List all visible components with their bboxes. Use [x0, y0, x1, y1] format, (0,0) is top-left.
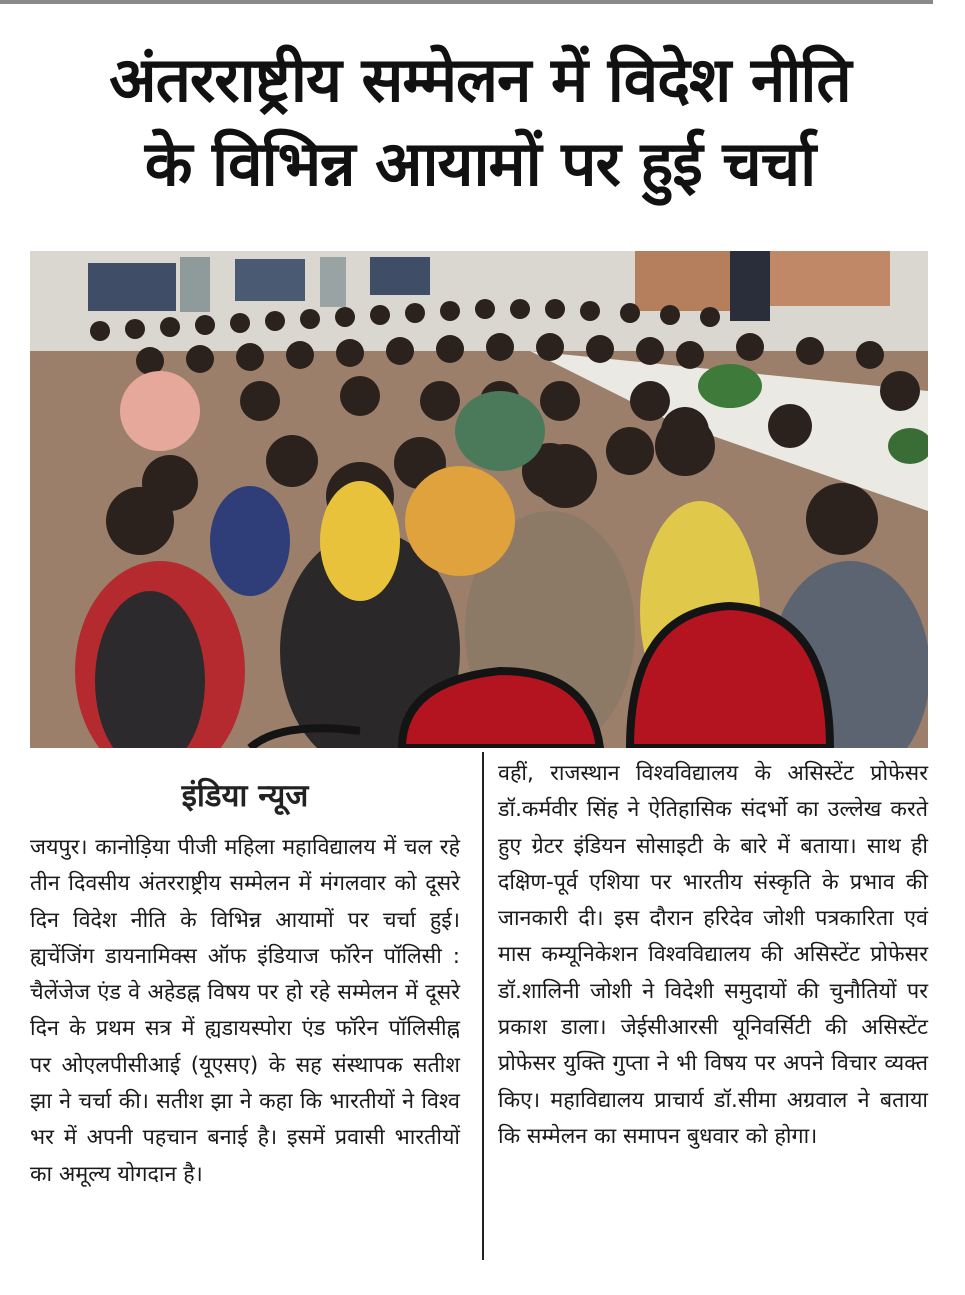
byline: इंडिया न्यूज: [181, 778, 309, 814]
article-body-left: जयपुर। कानोड़िया पीजी महिला महाविद्यालय में चल रहे तीन दिवसीय अंतरराष्ट्रीय सम्मेलन में मंगलवार को दूसरे दिन विदेश नीति के विभिन्न आयामों पर चर्चा हुई। ह्यचेंजिंग डायनामिक्स ऑफ इंडियाज फॉरेन पॉलिसी : चैलेंजेज एंड वे अहेडह्न विषय पर हो रहे सम्मेलन में दूसरे दिन के प्रथम सत्र में ह्यडायस्पोरा एंड फॉरेन पॉलिसीह्न पर ओएलपीसीआई (यूएसए) के सह संस्थापक सतीश झा ने चर्चा की। सतीश झा ने कहा कि भारतीयों ने विश्व भर में अपनी पहचान बनाई है। इसमें प्रवासी भारतीयों का अमूल्य योगदान है।: [30, 835, 460, 1187]
column-divider: [482, 752, 484, 1260]
article-columns: [30, 752, 930, 1282]
audience-photo-illustration: [30, 251, 928, 748]
article-body-right: वहीं, राजस्थान विश्वविद्यालय के असिस्टेंट प्रोफेसर डॉ.कर्मवीर सिंह ने ऐतिहासिक संदर्भो का उल्लेख करते हुए ग्रेटर इंडियन सोसाइटी के बारे में बताया। साथ ही दक्षिण-पूर्व एशिया पर भारतीय संस्कृति के प्रभाव की जानकारी दी। इस दौरान हरिदेव जोशी पत्रकारिता एवं मास कम्यूनिकेशन विश्वविद्यालय की असिस्टेंट प्रोफेसर डॉ.शालिनी जोशी ने विदेशी समुदायों की चुनौतियों पर प्रकाश डाला। जेईसीआरसी यूनिवर्सिटी की असिस्टेंट प्रोफेसर युक्ति गुप्ता ने भी विषय पर अपने विचार व्यक्त किए। महाविद्यालय प्राचार्य डॉ.सीमा अग्रवाल ने बताया कि सम्मेलन का समापन बुधवार को होगा।: [498, 761, 928, 1149]
article-column-left: [30, 752, 460, 1193]
top-rule: [0, 0, 933, 4]
audience-photo: [30, 251, 928, 748]
headline-line-1: अंतरराष्ट्रीय सम्मेलन में विदेश नीति: [109, 43, 851, 116]
article-column-right: [498, 756, 928, 1155]
headline-line-2: के विभिन्न आयामों पर हुई चर्चा: [144, 127, 816, 200]
headline: [20, 38, 940, 206]
